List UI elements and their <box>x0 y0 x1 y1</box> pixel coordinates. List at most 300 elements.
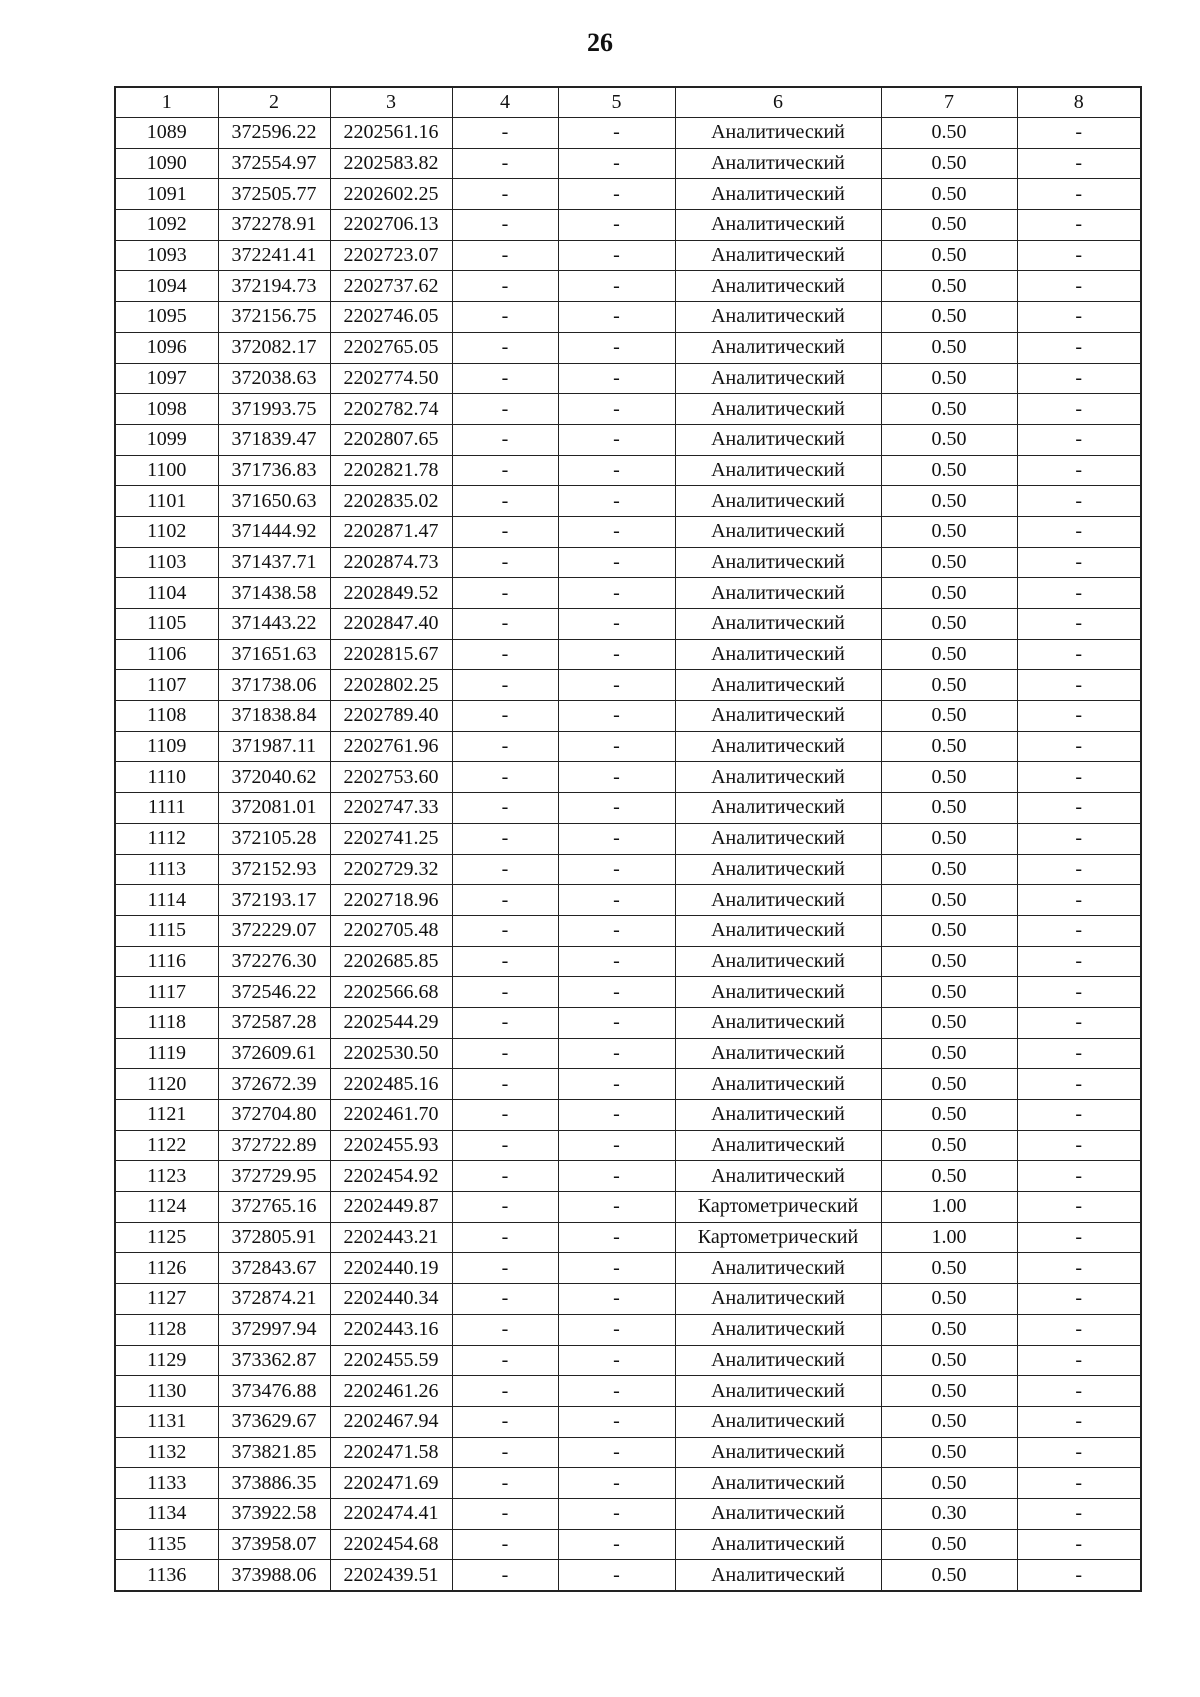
y-coordinate-cell: 2202835.02 <box>330 486 452 517</box>
y-coordinate-cell: 2202729.32 <box>330 854 452 885</box>
accuracy-cell: 0.50 <box>881 1284 1017 1315</box>
column-4-cell: - <box>452 1192 558 1223</box>
column-8-cell: - <box>1017 1437 1141 1468</box>
accuracy-cell: 0.50 <box>881 363 1017 394</box>
column-5-cell: - <box>558 1284 675 1315</box>
accuracy-cell: 0.50 <box>881 1437 1017 1468</box>
table-row <box>115 1345 1141 1376</box>
column-5-cell: - <box>558 179 675 210</box>
y-coordinate-cell: 2202449.87 <box>330 1192 452 1223</box>
x-coordinate-cell: 373958.07 <box>218 1529 330 1560</box>
accuracy-cell: 0.50 <box>881 915 1017 946</box>
method-cell: Аналитический <box>675 179 881 210</box>
column-5-cell: - <box>558 915 675 946</box>
accuracy-cell: 0.50 <box>881 1406 1017 1437</box>
method-cell: Аналитический <box>675 332 881 363</box>
method-cell: Аналитический <box>675 670 881 701</box>
y-coordinate-cell: 2202815.67 <box>330 639 452 670</box>
accuracy-cell: 0.50 <box>881 394 1017 425</box>
table-row <box>115 1560 1141 1591</box>
column-8-cell: - <box>1017 424 1141 455</box>
point-number-cell: 1108 <box>115 701 218 732</box>
point-number-cell: 1103 <box>115 547 218 578</box>
method-cell: Аналитический <box>675 1069 881 1100</box>
y-coordinate-cell: 2202847.40 <box>330 609 452 640</box>
method-cell: Аналитический <box>675 1038 881 1069</box>
table-row <box>115 793 1141 824</box>
table-row <box>115 1406 1141 1437</box>
x-coordinate-cell: 373476.88 <box>218 1376 330 1407</box>
column-8-cell: - <box>1017 1130 1141 1161</box>
point-number-cell: 1096 <box>115 332 218 363</box>
column-4-cell: - <box>452 854 558 885</box>
column-4-cell: - <box>452 1069 558 1100</box>
column-4-cell: - <box>452 731 558 762</box>
column-5-cell: - <box>558 1498 675 1529</box>
method-cell: Аналитический <box>675 977 881 1008</box>
y-coordinate-cell: 2202454.68 <box>330 1529 452 1560</box>
y-coordinate-cell: 2202741.25 <box>330 823 452 854</box>
y-coordinate-cell: 2202443.16 <box>330 1314 452 1345</box>
column-5-cell: - <box>558 1406 675 1437</box>
x-coordinate-cell: 372587.28 <box>218 1007 330 1038</box>
point-number-cell: 1119 <box>115 1038 218 1069</box>
point-number-cell: 1112 <box>115 823 218 854</box>
method-cell: Аналитический <box>675 823 881 854</box>
coordinates-table <box>114 86 1142 1592</box>
column-5-cell: - <box>558 455 675 486</box>
y-coordinate-cell: 2202440.19 <box>330 1253 452 1284</box>
method-cell: Аналитический <box>675 1284 881 1315</box>
method-cell: Аналитический <box>675 1529 881 1560</box>
point-number-cell: 1128 <box>115 1314 218 1345</box>
column-4-cell: - <box>452 1345 558 1376</box>
y-coordinate-cell: 2202455.93 <box>330 1130 452 1161</box>
x-coordinate-cell: 372241.41 <box>218 240 330 271</box>
x-coordinate-cell: 372105.28 <box>218 823 330 854</box>
column-header: 3 <box>330 87 452 118</box>
column-8-cell: - <box>1017 977 1141 1008</box>
table-row <box>115 670 1141 701</box>
column-4-cell: - <box>452 1468 558 1499</box>
y-coordinate-cell: 2202461.70 <box>330 1100 452 1131</box>
y-coordinate-cell: 2202705.48 <box>330 915 452 946</box>
y-coordinate-cell: 2202461.26 <box>330 1376 452 1407</box>
x-coordinate-cell: 373922.58 <box>218 1498 330 1529</box>
table-row <box>115 639 1141 670</box>
accuracy-cell: 0.50 <box>881 240 1017 271</box>
column-4-cell: - <box>452 547 558 578</box>
accuracy-cell: 0.50 <box>881 670 1017 701</box>
accuracy-cell: 0.50 <box>881 516 1017 547</box>
column-8-cell: - <box>1017 1100 1141 1131</box>
column-8-cell: - <box>1017 1192 1141 1223</box>
y-coordinate-cell: 2202761.96 <box>330 731 452 762</box>
column-5-cell: - <box>558 394 675 425</box>
method-cell: Аналитический <box>675 516 881 547</box>
point-number-cell: 1111 <box>115 793 218 824</box>
table-row <box>115 1161 1141 1192</box>
column-4-cell: - <box>452 701 558 732</box>
column-5-cell: - <box>558 762 675 793</box>
accuracy-cell: 0.50 <box>881 1007 1017 1038</box>
method-cell: Аналитический <box>675 1007 881 1038</box>
point-number-cell: 1099 <box>115 424 218 455</box>
accuracy-cell: 0.50 <box>881 1314 1017 1345</box>
x-coordinate-cell: 371438.58 <box>218 578 330 609</box>
x-coordinate-cell: 372156.75 <box>218 302 330 333</box>
column-header: 1 <box>115 87 218 118</box>
accuracy-cell: 1.00 <box>881 1222 1017 1253</box>
column-4-cell: - <box>452 1437 558 1468</box>
y-coordinate-cell: 2202753.60 <box>330 762 452 793</box>
column-5-cell: - <box>558 547 675 578</box>
column-5-cell: - <box>558 1560 675 1591</box>
x-coordinate-cell: 373886.35 <box>218 1468 330 1499</box>
table-row <box>115 302 1141 333</box>
table-row <box>115 210 1141 241</box>
column-4-cell: - <box>452 394 558 425</box>
table-row <box>115 578 1141 609</box>
column-4-cell: - <box>452 179 558 210</box>
column-5-cell: - <box>558 977 675 1008</box>
y-coordinate-cell: 2202821.78 <box>330 455 452 486</box>
method-cell: Аналитический <box>675 701 881 732</box>
column-header: 6 <box>675 87 881 118</box>
method-cell: Аналитический <box>675 1560 881 1591</box>
column-8-cell: - <box>1017 210 1141 241</box>
x-coordinate-cell: 372704.80 <box>218 1100 330 1131</box>
method-cell: Аналитический <box>675 240 881 271</box>
table-row <box>115 701 1141 732</box>
column-8-cell: - <box>1017 1253 1141 1284</box>
column-4-cell: - <box>452 363 558 394</box>
method-cell: Аналитический <box>675 639 881 670</box>
column-4-cell: - <box>452 302 558 333</box>
point-number-cell: 1124 <box>115 1192 218 1223</box>
column-8-cell: - <box>1017 1069 1141 1100</box>
table-row <box>115 424 1141 455</box>
column-5-cell: - <box>558 118 675 149</box>
column-5-cell: - <box>558 1222 675 1253</box>
x-coordinate-cell: 372843.67 <box>218 1253 330 1284</box>
x-coordinate-cell: 371736.83 <box>218 455 330 486</box>
accuracy-cell: 0.50 <box>881 701 1017 732</box>
point-number-cell: 1089 <box>115 118 218 149</box>
accuracy-cell: 0.50 <box>881 1468 1017 1499</box>
method-cell: Аналитический <box>675 609 881 640</box>
column-4-cell: - <box>452 118 558 149</box>
accuracy-cell: 0.50 <box>881 578 1017 609</box>
table-row <box>115 946 1141 977</box>
table-row <box>115 1498 1141 1529</box>
y-coordinate-cell: 2202471.58 <box>330 1437 452 1468</box>
point-number-cell: 1121 <box>115 1100 218 1131</box>
column-4-cell: - <box>452 609 558 640</box>
point-number-cell: 1106 <box>115 639 218 670</box>
column-4-cell: - <box>452 516 558 547</box>
y-coordinate-cell: 2202789.40 <box>330 701 452 732</box>
accuracy-cell: 0.50 <box>881 1161 1017 1192</box>
point-number-cell: 1098 <box>115 394 218 425</box>
y-coordinate-cell: 2202443.21 <box>330 1222 452 1253</box>
method-cell: Аналитический <box>675 1406 881 1437</box>
table-body <box>115 118 1141 1592</box>
x-coordinate-cell: 372081.01 <box>218 793 330 824</box>
column-8-cell: - <box>1017 793 1141 824</box>
y-coordinate-cell: 2202774.50 <box>330 363 452 394</box>
accuracy-cell: 0.50 <box>881 179 1017 210</box>
x-coordinate-cell: 371738.06 <box>218 670 330 701</box>
y-coordinate-cell: 2202871.47 <box>330 516 452 547</box>
table-row <box>115 1314 1141 1345</box>
x-coordinate-cell: 373821.85 <box>218 1437 330 1468</box>
column-5-cell: - <box>558 854 675 885</box>
column-8-cell: - <box>1017 1345 1141 1376</box>
y-coordinate-cell: 2202602.25 <box>330 179 452 210</box>
column-4-cell: - <box>452 271 558 302</box>
column-8-cell: - <box>1017 1314 1141 1345</box>
accuracy-cell: 0.50 <box>881 332 1017 363</box>
column-5-cell: - <box>558 885 675 916</box>
table-row <box>115 455 1141 486</box>
y-coordinate-cell: 2202485.16 <box>330 1069 452 1100</box>
column-8-cell: - <box>1017 394 1141 425</box>
point-number-cell: 1136 <box>115 1560 218 1591</box>
column-8-cell: - <box>1017 1406 1141 1437</box>
column-4-cell: - <box>452 210 558 241</box>
x-coordinate-cell: 372722.89 <box>218 1130 330 1161</box>
accuracy-cell: 0.50 <box>881 486 1017 517</box>
column-4-cell: - <box>452 332 558 363</box>
column-5-cell: - <box>558 1007 675 1038</box>
point-number-cell: 1101 <box>115 486 218 517</box>
method-cell: Аналитический <box>675 793 881 824</box>
table-row <box>115 240 1141 271</box>
column-5-cell: - <box>558 332 675 363</box>
method-cell: Аналитический <box>675 148 881 179</box>
method-cell: Аналитический <box>675 1437 881 1468</box>
table-row <box>115 731 1141 762</box>
column-8-cell: - <box>1017 885 1141 916</box>
column-5-cell: - <box>558 578 675 609</box>
table-row <box>115 854 1141 885</box>
column-5-cell: - <box>558 148 675 179</box>
column-4-cell: - <box>452 1529 558 1560</box>
y-coordinate-cell: 2202765.05 <box>330 332 452 363</box>
table-row <box>115 1468 1141 1499</box>
column-5-cell: - <box>558 210 675 241</box>
method-cell: Аналитический <box>675 424 881 455</box>
x-coordinate-cell: 372546.22 <box>218 977 330 1008</box>
y-coordinate-cell: 2202685.85 <box>330 946 452 977</box>
point-number-cell: 1090 <box>115 148 218 179</box>
point-number-cell: 1105 <box>115 609 218 640</box>
column-5-cell: - <box>558 1345 675 1376</box>
method-cell: Картометрический <box>675 1192 881 1223</box>
method-cell: Аналитический <box>675 1161 881 1192</box>
column-8-cell: - <box>1017 1468 1141 1499</box>
method-cell: Аналитический <box>675 363 881 394</box>
column-8-cell: - <box>1017 1161 1141 1192</box>
column-4-cell: - <box>452 486 558 517</box>
method-cell: Аналитический <box>675 1468 881 1499</box>
column-5-cell: - <box>558 302 675 333</box>
point-number-cell: 1130 <box>115 1376 218 1407</box>
column-5-cell: - <box>558 946 675 977</box>
method-cell: Аналитический <box>675 731 881 762</box>
point-number-cell: 1115 <box>115 915 218 946</box>
x-coordinate-cell: 372554.97 <box>218 148 330 179</box>
accuracy-cell: 0.50 <box>881 148 1017 179</box>
method-cell: Аналитический <box>675 302 881 333</box>
column-4-cell: - <box>452 455 558 486</box>
column-header: 8 <box>1017 87 1141 118</box>
column-8-cell: - <box>1017 670 1141 701</box>
accuracy-cell: 0.50 <box>881 946 1017 977</box>
y-coordinate-cell: 2202561.16 <box>330 118 452 149</box>
column-4-cell: - <box>452 977 558 1008</box>
method-cell: Аналитический <box>675 578 881 609</box>
x-coordinate-cell: 371993.75 <box>218 394 330 425</box>
point-number-cell: 1092 <box>115 210 218 241</box>
column-8-cell: - <box>1017 639 1141 670</box>
table-row <box>115 915 1141 946</box>
point-number-cell: 1131 <box>115 1406 218 1437</box>
x-coordinate-cell: 372194.73 <box>218 271 330 302</box>
table-row <box>115 1437 1141 1468</box>
point-number-cell: 1097 <box>115 363 218 394</box>
column-header: 4 <box>452 87 558 118</box>
x-coordinate-cell: 372609.61 <box>218 1038 330 1069</box>
column-8-cell: - <box>1017 271 1141 302</box>
accuracy-cell: 0.50 <box>881 977 1017 1008</box>
x-coordinate-cell: 372596.22 <box>218 118 330 149</box>
table-row <box>115 1007 1141 1038</box>
point-number-cell: 1129 <box>115 1345 218 1376</box>
column-4-cell: - <box>452 1314 558 1345</box>
y-coordinate-cell: 2202440.34 <box>330 1284 452 1315</box>
x-coordinate-cell: 372505.77 <box>218 179 330 210</box>
column-8-cell: - <box>1017 731 1141 762</box>
accuracy-cell: 0.50 <box>881 1345 1017 1376</box>
column-5-cell: - <box>558 1376 675 1407</box>
column-4-cell: - <box>452 885 558 916</box>
x-coordinate-cell: 372874.21 <box>218 1284 330 1315</box>
y-coordinate-cell: 2202530.50 <box>330 1038 452 1069</box>
column-8-cell: - <box>1017 823 1141 854</box>
method-cell: Аналитический <box>675 915 881 946</box>
x-coordinate-cell: 372997.94 <box>218 1314 330 1345</box>
method-cell: Аналитический <box>675 1100 881 1131</box>
accuracy-cell: 0.50 <box>881 547 1017 578</box>
method-cell: Картометрический <box>675 1222 881 1253</box>
column-5-cell: - <box>558 670 675 701</box>
accuracy-cell: 0.50 <box>881 762 1017 793</box>
point-number-cell: 1135 <box>115 1529 218 1560</box>
x-coordinate-cell: 372672.39 <box>218 1069 330 1100</box>
column-8-cell: - <box>1017 332 1141 363</box>
column-4-cell: - <box>452 578 558 609</box>
table-row <box>115 1222 1141 1253</box>
y-coordinate-cell: 2202782.74 <box>330 394 452 425</box>
y-coordinate-cell: 2202471.69 <box>330 1468 452 1499</box>
column-4-cell: - <box>452 793 558 824</box>
column-5-cell: - <box>558 639 675 670</box>
column-8-cell: - <box>1017 854 1141 885</box>
y-coordinate-cell: 2202723.07 <box>330 240 452 271</box>
y-coordinate-cell: 2202802.25 <box>330 670 452 701</box>
accuracy-cell: 0.50 <box>881 1069 1017 1100</box>
method-cell: Аналитический <box>675 946 881 977</box>
y-coordinate-cell: 2202849.52 <box>330 578 452 609</box>
column-8-cell: - <box>1017 118 1141 149</box>
table-row <box>115 1069 1141 1100</box>
column-8-cell: - <box>1017 609 1141 640</box>
point-number-cell: 1095 <box>115 302 218 333</box>
accuracy-cell: 0.50 <box>881 639 1017 670</box>
column-4-cell: - <box>452 424 558 455</box>
point-number-cell: 1094 <box>115 271 218 302</box>
column-header: 7 <box>881 87 1017 118</box>
column-5-cell: - <box>558 1437 675 1468</box>
page-number: 26 <box>587 28 613 57</box>
column-5-cell: - <box>558 240 675 271</box>
point-number-cell: 1110 <box>115 762 218 793</box>
accuracy-cell: 0.50 <box>881 1560 1017 1591</box>
x-coordinate-cell: 371443.22 <box>218 609 330 640</box>
column-4-cell: - <box>452 1284 558 1315</box>
column-4-cell: - <box>452 946 558 977</box>
column-5-cell: - <box>558 1468 675 1499</box>
table-row <box>115 271 1141 302</box>
column-5-cell: - <box>558 1069 675 1100</box>
x-coordinate-cell: 372038.63 <box>218 363 330 394</box>
column-4-cell: - <box>452 1376 558 1407</box>
y-coordinate-cell: 2202454.92 <box>330 1161 452 1192</box>
column-4-cell: - <box>452 1130 558 1161</box>
column-header: 5 <box>558 87 675 118</box>
method-cell: Аналитический <box>675 854 881 885</box>
table-row <box>115 1376 1141 1407</box>
point-number-cell: 1102 <box>115 516 218 547</box>
point-number-cell: 1118 <box>115 1007 218 1038</box>
table-row <box>115 1192 1141 1223</box>
column-8-cell: - <box>1017 148 1141 179</box>
accuracy-cell: 0.50 <box>881 424 1017 455</box>
method-cell: Аналитический <box>675 762 881 793</box>
method-cell: Аналитический <box>675 1253 881 1284</box>
accuracy-cell: 0.50 <box>881 1100 1017 1131</box>
point-number-cell: 1133 <box>115 1468 218 1499</box>
y-coordinate-cell: 2202439.51 <box>330 1560 452 1591</box>
x-coordinate-cell: 371838.84 <box>218 701 330 732</box>
x-coordinate-cell: 373988.06 <box>218 1560 330 1591</box>
column-5-cell: - <box>558 1253 675 1284</box>
y-coordinate-cell: 2202718.96 <box>330 885 452 916</box>
column-8-cell: - <box>1017 1498 1141 1529</box>
table-row <box>115 1038 1141 1069</box>
column-4-cell: - <box>452 1161 558 1192</box>
x-coordinate-cell: 372765.16 <box>218 1192 330 1223</box>
column-4-cell: - <box>452 1007 558 1038</box>
column-5-cell: - <box>558 271 675 302</box>
x-coordinate-cell: 372805.91 <box>218 1222 330 1253</box>
column-5-cell: - <box>558 1314 675 1345</box>
point-number-cell: 1113 <box>115 854 218 885</box>
column-5-cell: - <box>558 731 675 762</box>
column-5-cell: - <box>558 1130 675 1161</box>
